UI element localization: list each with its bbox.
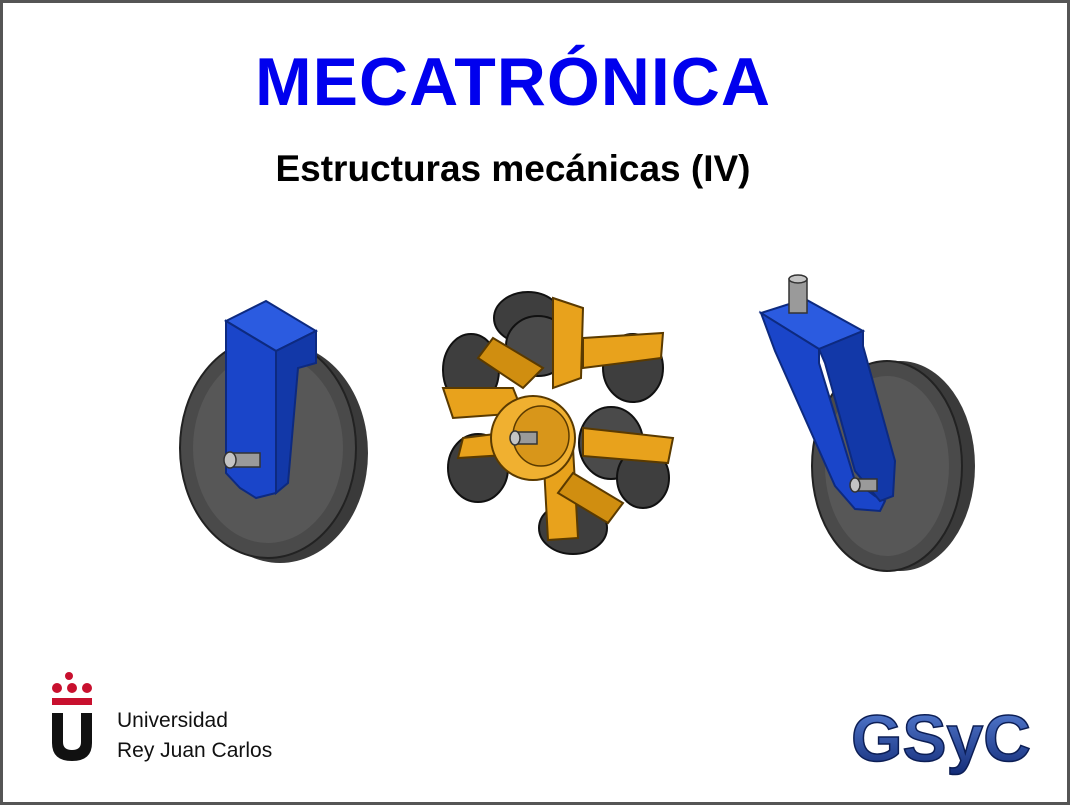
page-subtitle: Estructuras mecánicas (IV) xyxy=(275,148,751,189)
omni-wheel-image xyxy=(433,278,683,563)
gsyc-logo-text: GSyC xyxy=(851,701,1031,775)
swivel-stem xyxy=(789,275,807,313)
axle xyxy=(224,452,260,468)
swivel-caster-wheel-image xyxy=(755,271,980,576)
university-name-line2: Rey Juan Carlos xyxy=(117,739,273,762)
fixed-caster-wheel-image xyxy=(168,293,378,568)
axle xyxy=(850,478,877,492)
university-name-line1: Universidad xyxy=(117,709,228,732)
hub-axle xyxy=(510,431,537,445)
university-name xyxy=(117,706,272,766)
page-title: MECATRÓNICA xyxy=(255,44,771,120)
university-logo xyxy=(47,668,307,768)
university-emblem-icon xyxy=(47,668,107,768)
gsyc-logo xyxy=(841,693,1041,783)
